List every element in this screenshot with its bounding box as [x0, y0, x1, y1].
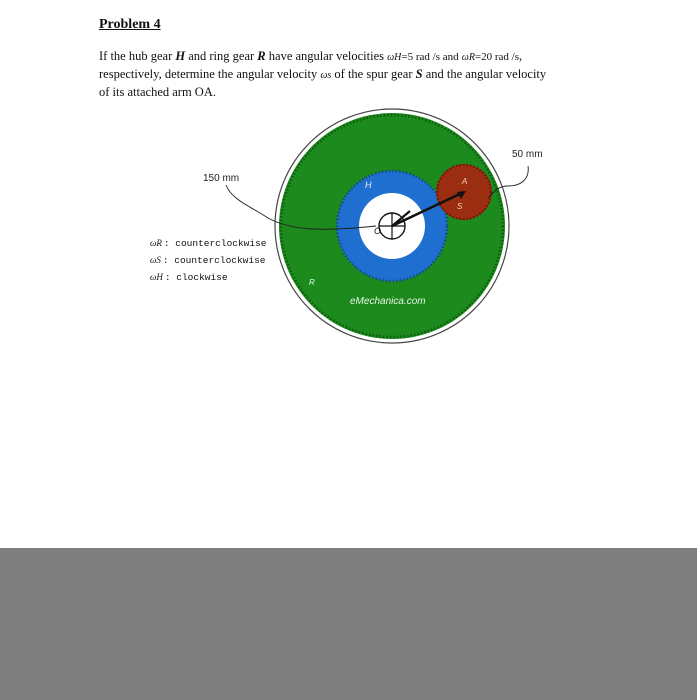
- omega-r-symbol: ωR: [461, 52, 475, 63]
- dim-50-label: 50 mm: [512, 149, 543, 160]
- ring-letter: R: [257, 49, 266, 63]
- spur-letter: S: [415, 67, 423, 81]
- label-a: A: [462, 177, 468, 186]
- label-o: O: [374, 226, 382, 236]
- problem-title: Problem 4: [99, 17, 161, 32]
- legend-item-r: ωR : counterclockwise: [150, 238, 267, 249]
- label-h: H: [365, 180, 372, 190]
- label-s: S: [457, 202, 463, 211]
- dim-150-label: 150 mm: [203, 173, 240, 184]
- omega-h-value: =5 rad /s and: [401, 51, 459, 63]
- omega-h-symbol: ωH: [387, 52, 402, 63]
- statement-line-3: of its attached arm OA.: [99, 85, 216, 99]
- watermark: eMechanica.com: [350, 296, 426, 307]
- legend-item-s: ωS : counterclockwise: [150, 255, 266, 266]
- omega-s-symbol: ωs: [320, 70, 332, 81]
- viewer-background: [0, 548, 697, 700]
- hub-letter: H: [175, 49, 186, 63]
- statement-line-2: respectively, determine the angular velocity ωs of the spur gear S and the angular velocity: [99, 67, 547, 81]
- legend-item-h: ωH : clockwise: [150, 272, 228, 283]
- rotation-legend: [150, 235, 266, 286]
- label-r: R: [309, 278, 315, 287]
- statement-line-1: If the hub gear H and ring gear R have angular velocities ωH=5 rad /s and ωR=20 rad /s,: [99, 49, 523, 63]
- omega-r-value: =20 rad /s: [474, 51, 520, 63]
